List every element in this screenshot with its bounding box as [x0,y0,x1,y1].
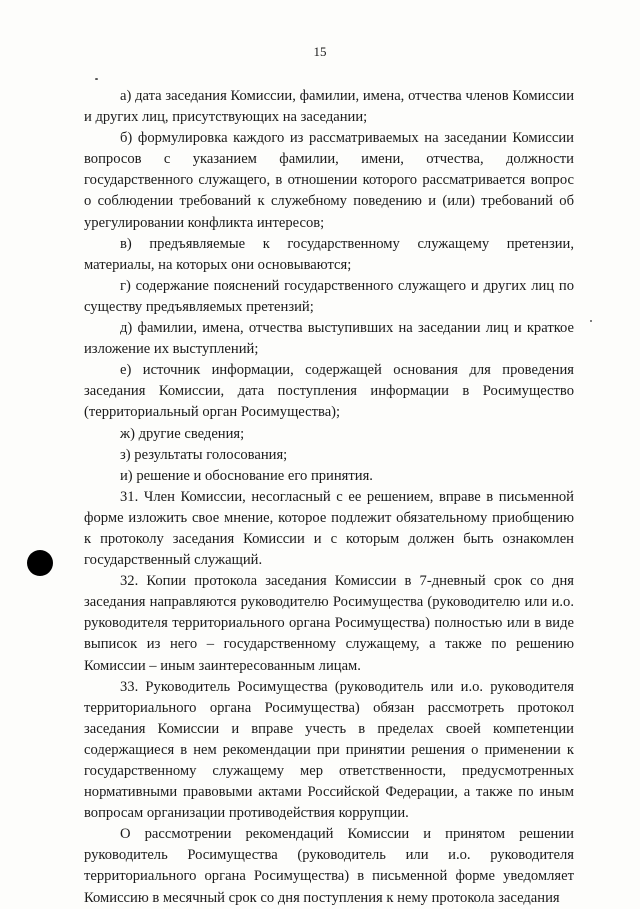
paragraph-notification: О рассмотрении рекомендаций Комиссии и принятом решении руководитель Росимущества (руководитель или и.о. руководителя территориального органа Росимущества) в письменной форме уведомляет Комиссию в месячный срок со дня поступления к нему протокола заседания [84,826,574,906]
paragraph-item-g: г) содержание пояснений государственного служащего и других лиц по существу предъявляемых претензий; [84,277,574,315]
paragraph-31: 31. Член Комиссии, несогласный с ее решением, вправе в письменной форме изложить свое мнение, которое подлежит обязательному приобщению к протоколу заседания Комиссии и с которым должен быть ознакомлен государственный служащий. [84,488,574,569]
scan-speck [95,78,98,80]
paragraph-item-v: в) предъявляемые к государственному служащему претензии, материалы, на которых они основываются; [84,235,574,273]
paragraph-32: 32. Копии протокола заседания Комиссии в 7-дневный срок со дня заседания направляются руководителю Росимущества (руководителю или и.о. руководителя территориального органа Росимущества) полностью или в виде выписок из него – государственному служащему, а также по решению Комиссии – иным заинтересованным лицам. [84,573,574,674]
paragraph-item-a: а) дата заседания Комиссии, фамилии, имена, отчества членов Комиссии и других лиц, присутствующих на заседании; [84,88,574,126]
page-number: 15 [313,44,327,59]
paragraph-item-i: и) решение и обоснование его принятия. [120,467,373,484]
paragraph-item-d: д) фамилии, имена, отчества выступивших на заседании лиц и краткое изложение их выступлений; [84,320,574,358]
paragraph-item-zh: ж) другие сведения; [120,425,245,442]
paragraph-item-e: е) источник информации, содержащей основания для проведения заседания Комиссии, дата поступления информации в Росимущество (территориальный орган Росимущества); [84,362,574,421]
paragraph-item-b: б) формулировка каждого из рассматриваемых на заседании Комиссии вопросов с указанием фамилии, имени, отчества, должности государственного служащего, в отношении которого рассматривается вопрос о соблюдении требований к служебному поведению и (или) требований об урегулировании конфликта интересов; [84,130,574,231]
punch-hole-mark [27,550,53,576]
paragraph-item-z: з) результаты голосования; [120,446,288,463]
scan-speck [590,320,592,322]
document-body [84,86,574,909]
paragraph-33: 33. Руководитель Росимущества (руководитель или и.о. руководителя территориального органа Росимущества) обязан рассмотреть протокол заседания Комиссии и вправе учесть в пределах своей компетенции содержащиеся в нем рекомендации при принятии решения о применении к государственному служащему мер ответственности, предусмотренных нормативными правовыми актами Российской Федерации, а также по иным вопросам организации противодействия коррупции. [84,678,574,822]
